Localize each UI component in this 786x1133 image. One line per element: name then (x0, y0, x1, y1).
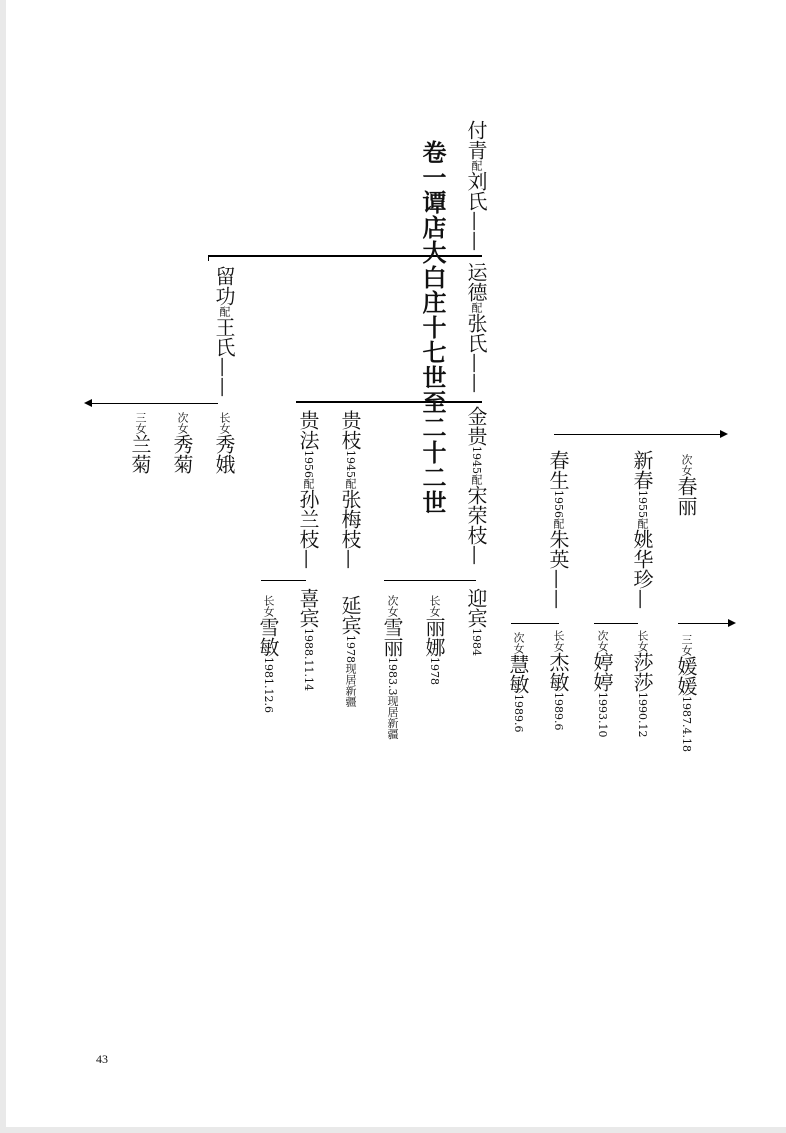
guifa-entry (298, 410, 318, 569)
child-year: 1988.11.14 (302, 628, 315, 691)
line-xinchun-children (594, 623, 638, 624)
daughter-name: 兰菊 (128, 434, 152, 474)
chunsheng-year: 1956 (552, 490, 565, 518)
xinchun-spouse: 姚华珍 (630, 529, 654, 589)
line-chunsheng-children (511, 623, 559, 624)
child-name: 媛媛 (674, 656, 698, 696)
liugong-spouse: 王氏 (212, 317, 236, 357)
jingui-spouse: 宋荣枝 (464, 485, 488, 545)
guifa-connector: — (296, 549, 320, 569)
jingui-pei: 配 (470, 474, 483, 485)
arrow-left (84, 399, 92, 407)
child-year: 1990.12 (636, 692, 649, 738)
guifa-spouse: 孙兰枝 (296, 489, 320, 549)
child-rank: 长女 (262, 595, 275, 617)
jingui-name: 金贵 (464, 406, 488, 446)
guifa-name: 贵法 (296, 410, 320, 450)
child-rank: 长女 (552, 630, 565, 652)
child-year: 1981.12.6 (262, 657, 275, 713)
child-year: 1983.3 (386, 657, 399, 696)
xinchun-child-2 (592, 630, 612, 738)
chunli-name: 春丽 (674, 476, 698, 516)
line-chunsheng-bracket (554, 434, 722, 435)
child-rank: 长女 (428, 595, 441, 617)
child-rank: 次女 (386, 595, 399, 617)
liugong-pei: 配 (218, 306, 231, 317)
gen2-spouse: 张氏 (464, 313, 488, 353)
guizhi-entry (340, 410, 360, 569)
child-name: 雪丽 (380, 617, 404, 657)
chunli-rank: 次女 (680, 454, 693, 476)
child-year: 1987.4.18 (680, 696, 693, 752)
gen1-spouse: 刘氏 (464, 171, 488, 211)
child-rank: 长女 (636, 630, 649, 652)
chunsheng-child-2 (508, 632, 528, 733)
child-year: 1984 (470, 628, 483, 656)
guifa-child-1 (298, 588, 318, 691)
guifa-year: 1956 (302, 450, 315, 478)
child-name: 杰敏 (546, 652, 570, 692)
jingui-child-1 (466, 588, 486, 656)
child-rank: 次女 (596, 630, 609, 652)
line-jingui-children (384, 580, 476, 581)
guifa-pei: 配 (302, 478, 315, 489)
chunsheng-child-1 (548, 630, 568, 731)
xinchun-child-3 (676, 634, 696, 752)
child-rank: 三女 (680, 634, 693, 656)
child-year: 1989.6 (552, 692, 565, 731)
gen1-connector: —— (464, 211, 488, 251)
child-name: 喜宾 (296, 588, 320, 628)
chunsheng-connector: —— (546, 569, 570, 609)
guizhi-connector: — (338, 549, 362, 569)
guifa-child-2 (258, 595, 278, 713)
liugong-daughter-1 (214, 412, 234, 474)
line-xinchun-third (678, 623, 730, 624)
child-name: 莎莎 (630, 652, 654, 692)
xinchun-year: 1955 (636, 490, 649, 518)
jingui-entry (466, 406, 486, 565)
gen2-connector: —— (464, 353, 488, 393)
guizhi-spouse: 张梅枝 (338, 489, 362, 549)
chunsheng-name: 春生 (546, 450, 570, 490)
chunli-entry (676, 454, 696, 516)
arrow-right-top (720, 430, 728, 438)
jingui-connector: — (464, 545, 488, 565)
arrow-right-bottom (728, 619, 736, 627)
gen2-entry (466, 262, 486, 393)
guizhi-year: 1945 (344, 450, 357, 478)
jingui-year: 1945 (470, 446, 483, 474)
gen1-pei: 配 (470, 160, 483, 171)
child-name: 慧敏 (506, 654, 530, 694)
liugong-connector: —— (212, 357, 236, 397)
line-guifa-children (261, 580, 306, 581)
chunsheng-spouse: 朱英 (546, 529, 570, 569)
chunsheng-pei: 配 (552, 518, 565, 529)
liugong-daughter-3 (130, 412, 150, 474)
line-gen3-horizontal (296, 401, 482, 403)
xinchun-child-1 (632, 630, 652, 738)
guizhi-pei: 配 (344, 478, 357, 489)
jingui-child-2 (424, 595, 444, 685)
liugong-entry (214, 266, 234, 397)
child-name: 丽娜 (422, 617, 446, 657)
child-year: 1978 (428, 657, 441, 685)
page-number: 43 (96, 1052, 108, 1066)
jingui-child-3 (382, 595, 402, 740)
child-name: 迎宾 (464, 588, 488, 628)
page-title: 卷一谭店大白庄十七世至二十二世 (418, 140, 447, 515)
child-year: 1978 (344, 635, 357, 663)
liugong-name: 留功 (212, 266, 236, 306)
child-name: 婷婷 (590, 652, 614, 692)
xinchun-name: 新春 (630, 450, 654, 490)
guizhi-child-1 (340, 595, 360, 707)
guizhi-name: 贵枝 (338, 410, 362, 450)
liugong-daughter-2 (172, 412, 192, 474)
gen1-entry (466, 120, 486, 251)
gen1-name: 付青 (464, 120, 488, 160)
child-year: 1993.10 (596, 692, 609, 738)
child-note: 现居新疆 (344, 663, 357, 707)
child-rank: 次女 (512, 632, 525, 654)
daughter-name: 秀娥 (212, 434, 236, 474)
gen2-pei: 配 (470, 302, 483, 313)
child-year: 1989.6 (512, 694, 525, 733)
child-name: 延宾 (338, 595, 362, 635)
xinchun-entry (632, 450, 652, 609)
line-liugong-stem (208, 255, 209, 261)
daughter-rank: 长女 (218, 412, 231, 434)
daughter-name: 秀菊 (170, 434, 194, 474)
gen2-name: 运德 (464, 262, 488, 302)
line-liugong-daughters (90, 403, 218, 404)
child-note: 现居新疆 (386, 695, 399, 740)
daughter-rank: 次女 (176, 412, 189, 434)
child-name: 雪敏 (256, 617, 280, 657)
daughter-rank: 三女 (134, 412, 147, 434)
xinchun-pei: 配 (636, 518, 649, 529)
chunsheng-entry (548, 450, 568, 609)
genealogy-page (6, 0, 786, 1127)
xinchun-connector: — (630, 589, 654, 609)
